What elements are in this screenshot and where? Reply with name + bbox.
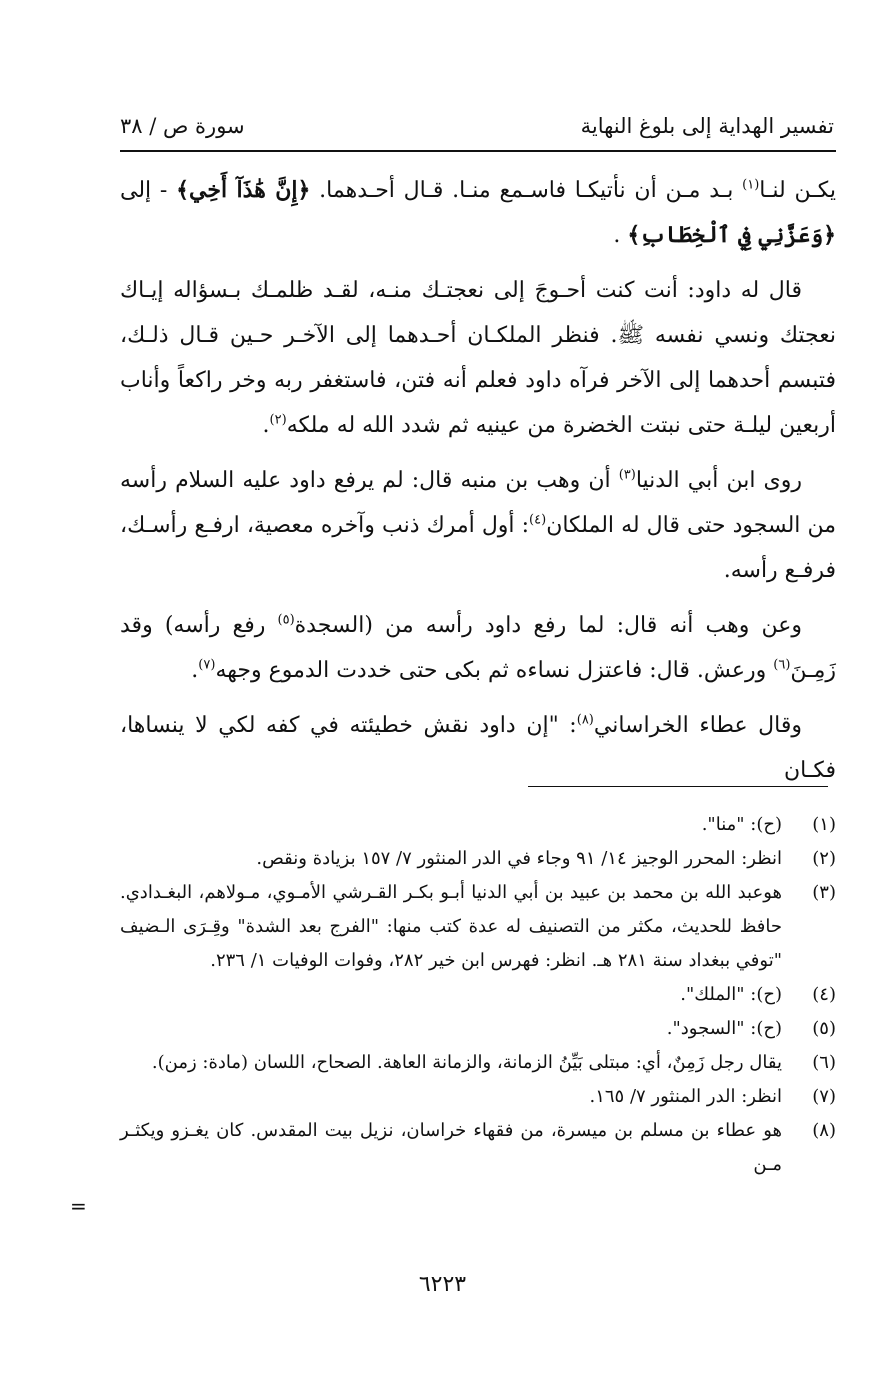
header-rule	[120, 150, 836, 152]
main-text	[120, 168, 836, 803]
footnote-number: (٧)	[812, 1086, 836, 1107]
text-run: .	[262, 413, 270, 438]
text-run: ورعش. قال: فاعتزل نساءه ثم بكى حتى خددت الدموع وجهه	[215, 658, 774, 683]
text-run: .	[191, 658, 199, 683]
text-run: وقال عطاء الخراساني	[593, 713, 802, 738]
footnote-text: انظر: الدر المنثور ٧/ ١٦٥.	[589, 1086, 782, 1107]
paragraph-4	[120, 603, 836, 693]
footnote-ref-1: (١)	[742, 177, 760, 193]
footnote-text: هوعبد الله بن محمد بن عبيد بن أبي الدنيا أبـو بكـر القـرشي الأمـوي، مـولاهم، البغـدادي. حافظ للحديث، مكثر من التصنيف له عدة كتب منها: "الفرج بعد الشدة" وقِـرَى الـضيف "توفي ببغداد سنة ٢٨١ هـ. انظر: فهرس ابن خير ٢٨٢، وفوات الوفيات ١/ ٢٣٦.	[120, 882, 782, 971]
running-header	[120, 110, 834, 146]
quran-quote: ﴿إِنَّ هَٰذَآ أَخِي﴾	[176, 177, 311, 203]
footnote-3	[120, 876, 836, 978]
continuation-mark: =	[70, 1194, 87, 1218]
footnotes	[120, 808, 836, 1182]
footnote-2	[120, 842, 836, 876]
footnote-number: (١)	[812, 814, 836, 835]
text-run: قال له داود: أنت كنت أحـوجَ إلى نعجتـك منـه، لقـد ظلمـك بـسؤاله إيـاك نعجتك ونسي نفسه ﷺ. فنظر الملكـان أحـدهما إلى الآخـر حـين قـال ذلـك، فتبسم أحدهما إلى الآخر فرآه داود فعلم أنه فتن، فاستغفر ربه وخر راكعاً وأناب أربعين ليلـة حتى نبتت الخضرة من عينيه ثم شدد الله له ملكه	[120, 278, 836, 438]
footnote-text: (ح): "السجود".	[666, 1018, 782, 1039]
footnote-ref-2: (٢)	[269, 412, 287, 428]
footnote-ref-6: (٦)	[773, 657, 791, 673]
footnote-number: (٢)	[812, 848, 836, 869]
footnote-5	[120, 1012, 836, 1046]
text-run: وعن وهب أنه قال: لما رفع داود رأسه من (السجدة	[294, 613, 802, 638]
footnote-number: (٣)	[812, 882, 836, 903]
paragraph-5	[120, 703, 836, 793]
footnote-separator	[528, 786, 828, 787]
footnote-7	[120, 1080, 836, 1114]
page-number: ٦٢٢٣	[418, 1272, 467, 1297]
text-run: رفع رأسه) وقد زَمِـنَ	[120, 613, 836, 683]
paragraph-2	[120, 268, 836, 448]
footnote-ref-7: (٧)	[198, 657, 216, 673]
text-run: يكـن لنـا	[759, 178, 836, 203]
footnote-6	[120, 1046, 836, 1080]
text-run: أن وهب بن منبه قال: لم يرفع داود عليه السلام رأسه من السجود حتى قال له الملكان	[120, 468, 837, 538]
footnote-text: (ح): "الملك".	[680, 984, 782, 1005]
footnote-text: يقال رجل زَمِنٌ، أي: مبتلى بَيِّنُ الزمانة، والزمانة العاهة. الصحاح، اللسان (مادة: زمن).	[151, 1052, 782, 1073]
quran-quote: ﴿وَعَزَّنِي فِي ٱلْخِطَابِ﴾	[627, 222, 836, 248]
text-run: - إلى	[120, 178, 177, 203]
paragraph-1	[120, 168, 836, 258]
book-title: تفسير الهداية إلى بلوغ النهاية	[580, 114, 834, 138]
footnote-text: هو عطاء بن مسلم بن ميسرة، من فقهاء خراسان، نزيل بيت المقدس. كان يغـزو ويكثـر مـن	[120, 1120, 782, 1175]
text-run: : "إن داود نقش خطيئته في كفه لكي لا ينساها، فكـان	[120, 713, 836, 783]
footnote-4	[120, 978, 836, 1012]
footnote-number: (٥)	[812, 1018, 836, 1039]
surah-label: سورة ص / ٣٨	[120, 114, 245, 138]
footnote-text: انظر: المحرر الوجيز ١٤/ ٩١ وجاء في الدر المنثور ٧/ ١٥٧ بزيادة ونقص.	[256, 848, 782, 869]
footnote-ref-3: (٣)	[618, 467, 636, 483]
text-run: .	[613, 223, 628, 248]
text-run: روى ابن أبي الدنيا	[635, 468, 802, 493]
footnote-ref-4: (٤)	[529, 512, 547, 528]
text-run: بـد مـن أن نأتيكـا فاسـمع منـا. قـال أحـدهما.	[310, 178, 743, 203]
text-run: : أول أمرك ذنب وآخره معصية، ارفـع رأسـك، فرفـع رأسه.	[120, 513, 836, 583]
footnote-number: (٤)	[812, 984, 836, 1005]
footnote-text: (ح): "منا".	[701, 814, 782, 835]
footnote-1	[120, 808, 836, 842]
footnote-8	[120, 1114, 836, 1182]
footnote-number: (٦)	[812, 1052, 836, 1073]
footnote-ref-5: (٥)	[277, 612, 295, 628]
footnote-number: (٨)	[812, 1120, 836, 1141]
footnote-ref-8: (٨)	[576, 712, 594, 728]
paragraph-3	[120, 458, 836, 593]
